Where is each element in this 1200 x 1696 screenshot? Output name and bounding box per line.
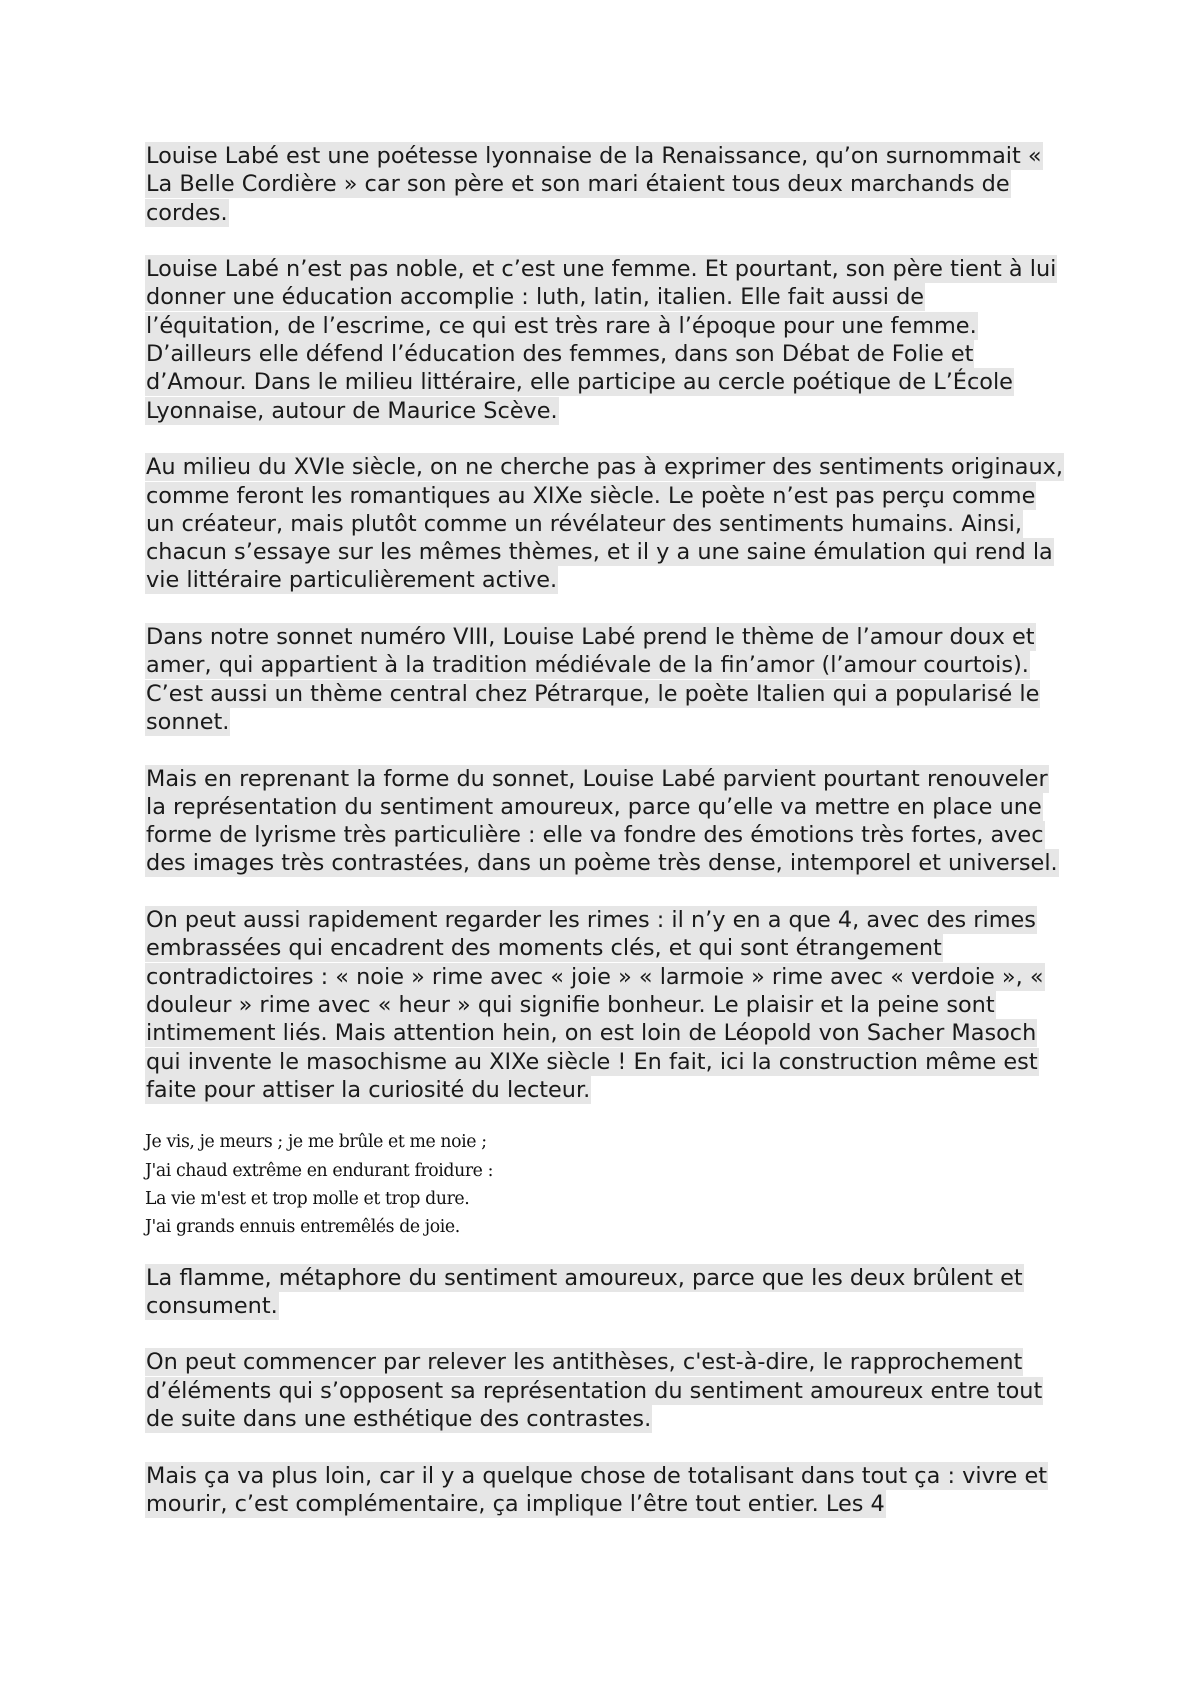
poem-line: J'ai chaud extrême en endurant froidure :	[145, 1160, 494, 1181]
paragraph-theme: Dans notre sonnet numéro VIII, Louise Labé prend le thème de l’amour doux et amer, qui appartient à la tradition médiévale de la fin’amor (l’amour courtois). C’est aussi un thème central chez Pétrarque, le poète Italien qui a popularisé le sonnet.	[146, 624, 1040, 735]
poem-quote	[145, 1128, 1065, 1241]
paragraph-intro: Louise Labé est une poétesse lyonnaise de la Renaissance, qu’on surnommait « La Belle Cordière » car son père et son mari étaient tous deux marchands de cordes.	[146, 143, 1042, 226]
poem-line: J'ai grands ennuis entremêlés de joie.	[145, 1217, 460, 1238]
paragraph-flame: La flamme, métaphore du sentiment amoureux, parce que les deux brûlent et consument.	[146, 1264, 1023, 1319]
paragraph-rhymes: On peut aussi rapidement regarder les rimes : il n’y en a que 4, avec des rimes embrassées qui encadrent des moments clés, et qui sont étrangement contradictoires : « noie » rime avec « joie » « larmoie » rime avec « verdoie », « douleur » rime avec « heur » qui signifie bonheur. Le plaisir et la peine sont intimement liés. Mais attention hein, on est loin de Léopold von Sacher Masoch qui invente le masochisme au XIXe siècle ! En fait, ici la construction même est faite pour attiser la curiosité du lecteur.	[146, 907, 1044, 1103]
poem-line: La vie m'est et trop molle et trop dure.	[145, 1188, 470, 1209]
paragraph-totalising: Mais ça va plus loin, car il y a quelque chose de totalisant dans tout ça : vivre et mourir, c’est complémentaire, ça implique l’être tout entier. Les 4	[146, 1462, 1047, 1517]
paragraph-context: Au milieu du XVIe siècle, on ne cherche pas à exprimer des sentiments originaux, comme feront les romantiques au XIXe siècle. Le poète n’est pas perçu comme un créateur, mais plutôt comme un révélateur des sentiments humains. Ainsi, chacun s’essaye sur les mêmes thèmes, et il y a une saine émulation qui rend la vie littéraire particulièrement active.	[146, 454, 1064, 594]
paragraph-renewal: Mais en reprenant la forme du sonnet, Louise Labé parvient pourtant renouveler la représentation du sentiment amoureux, parce qu’elle va mettre en place une forme de lyrisme très particulière : elle va fondre des émotions très fortes, avec des images très contrastées, dans un poème très dense, intemporel et universel.	[146, 765, 1058, 877]
paragraph-education: Louise Labé n’est pas noble, et c’est une femme. Et pourtant, son père tient à lui donner une éducation accomplie : luth, latin, italien. Elle fait aussi de l’équitation, de l’escrime, ce qui est très rare à l’époque pour une femme. D’ailleurs elle défend l’éducation des femmes, dans son Débat de Folie et d’Amour. Dans le milieu littéraire, elle participe au cercle poétique de L’École Lyonnaise, autour de Maurice Scève.	[146, 256, 1057, 424]
paragraph-antitheses: On peut commencer par relever les antithèses, c'est-à-dire, le rapprochement d’éléments qui s’opposent sa représentation du sentiment amoureux entre tout de suite dans une esthétique des contrastes.	[146, 1349, 1043, 1433]
poem-line: Je vis, je meurs ; je me brûle et me noie ;	[145, 1132, 487, 1153]
document-page	[145, 142, 1065, 1547]
